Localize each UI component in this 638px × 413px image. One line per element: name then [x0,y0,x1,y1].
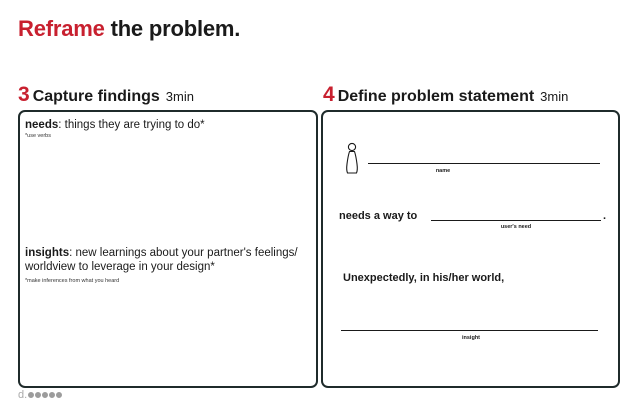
section-3-number: 3 [18,83,30,106]
section-3-header [18,83,194,107]
person-icon [345,142,359,175]
page-title [18,16,240,42]
name-blank[interactable] [368,163,600,164]
needs-a-way-to-label: needs a way to [339,210,418,222]
logo-letter: d. [18,389,28,401]
needs-description: : things they are trying to do* [58,119,205,131]
insights-keyword: insights [25,247,70,259]
insight-blank[interactable] [341,330,598,331]
unexpectedly-label: Unexpectedly, in his/her world, [343,272,505,284]
section-3-label: Capture findings [32,88,160,105]
statement-period: . [603,210,607,222]
needs-field[interactable] [25,118,310,132]
section-3-duration: 3min [165,89,194,104]
problem-statement-panel [321,110,620,388]
section-4-duration: 3min [540,89,569,104]
insights-description: : new learnings about your partner's feelings/ worldview to leverage in your design* [25,247,298,273]
insights-field[interactable] [25,246,310,274]
section-4-label: Define problem statement [337,88,535,105]
needs-keyword: needs [25,119,59,131]
page-title-accent: Reframe [18,16,105,41]
insights-hint: *make inferences from what you heard [25,278,120,284]
section-4-header [323,83,568,107]
section-4-number: 4 [323,83,335,106]
capture-findings-panel [18,110,318,388]
insight-caption: insight [461,335,481,341]
dschool-logo [18,389,63,401]
name-caption: name [435,168,451,174]
user-need-caption: user's need [500,224,532,230]
user-need-blank[interactable] [431,220,601,221]
logo-circle-icon [55,391,63,399]
page-title-rest: the problem. [104,16,241,41]
needs-hint: *use verbs [25,133,51,139]
